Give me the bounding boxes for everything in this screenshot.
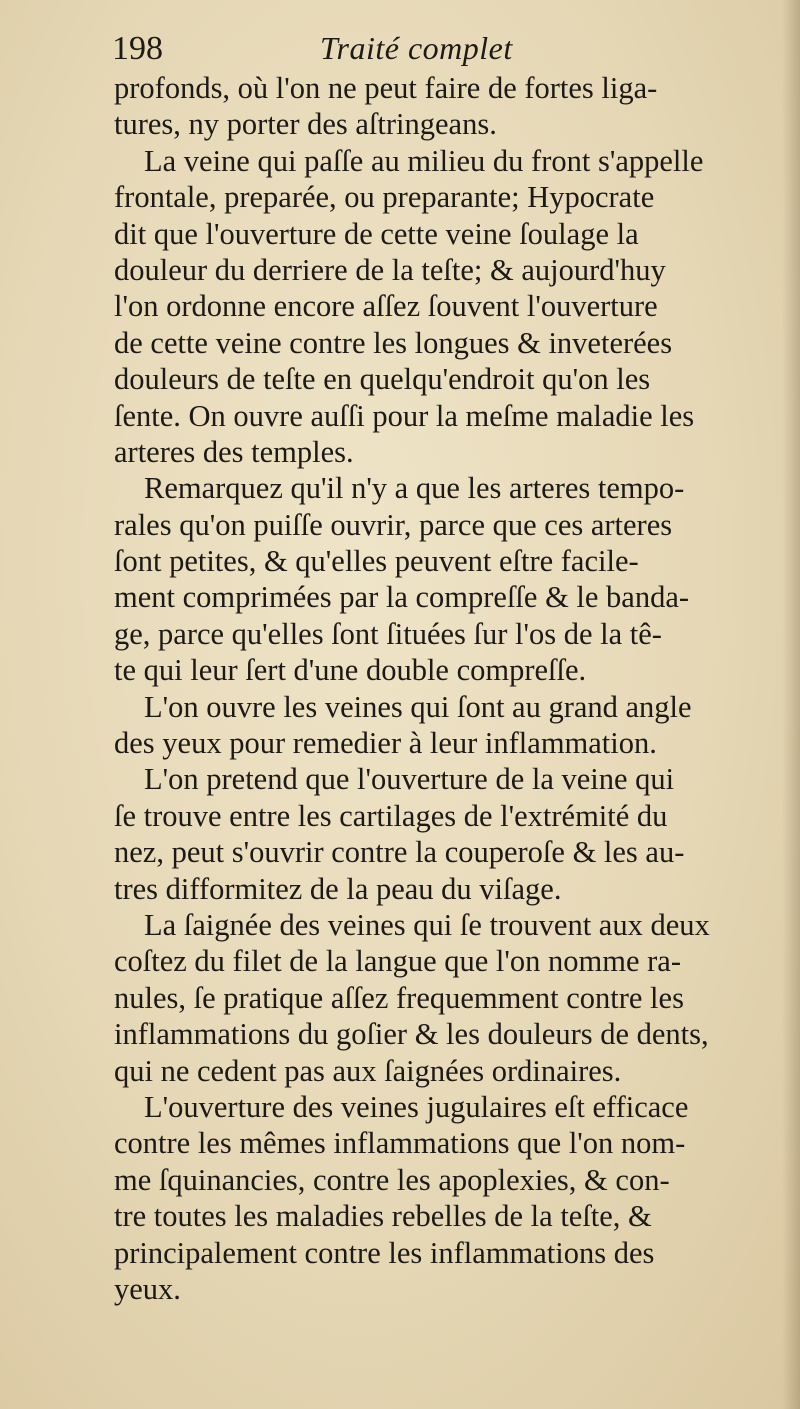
body-text xyxy=(114,70,794,1307)
text-line: dit que l'ouverture de cette veine ſoulage la xyxy=(114,216,639,251)
text-line: tures, ny porter des aſtringeans. xyxy=(114,107,497,142)
text-line: des yeux pour remedier à leur inflammation. xyxy=(114,726,657,761)
text-line: tre toutes les maladies rebelles de la teſte, & xyxy=(114,1199,652,1234)
text-line: Remarquez qu'il n'y a que les arteres tempo- xyxy=(144,471,685,506)
text-line: nules, ſe pratique aſſez frequemment contre les xyxy=(114,980,684,1015)
text-line: de cette veine contre les longues & inveterées xyxy=(114,325,673,360)
text-line: L'ouverture des veines jugulaires eſt efficace xyxy=(144,1089,689,1124)
text-line: nez, peut s'ouvrir contre la couperoſe & les au- xyxy=(114,835,685,870)
text-line: douleurs de teſte en quelqu'endroit qu'on les xyxy=(114,362,651,397)
running-title: Traité complet xyxy=(320,30,513,66)
page-number: 198 xyxy=(112,30,163,67)
text-line: ſente. On ouvre auſſi pour la meſme maladie les xyxy=(114,398,695,433)
text-line: l'on ordonne encore aſſez ſouvent l'ouverture xyxy=(114,289,658,324)
text-line: La ſaignée des veines qui ſe trouvent aux deux xyxy=(144,907,710,942)
text-line: qui ne cedent pas aux ſaignées ordinaires. xyxy=(114,1053,622,1088)
text-line: ſe trouve entre les cartilages de l'extrémité du xyxy=(114,798,668,833)
text-line: principalement contre les inflammations des xyxy=(114,1235,655,1270)
text-line: ge, parce qu'elles ſont ſituées ſur l'os de la tê- xyxy=(114,616,662,651)
text-line: contre les mêmes inflammations que l'on nom- xyxy=(114,1126,686,1161)
text-line: rales qu'on puiſſe ouvrir, parce que ces arteres xyxy=(114,507,673,542)
text-line: te qui leur ſert d'une double compreſſe. xyxy=(114,653,587,688)
text-line: frontale, preparée, ou preparante; Hypocrate xyxy=(114,180,655,215)
text-line: yeux. xyxy=(114,1271,181,1306)
text-line: me ſquinancies, contre les apoplexies, & con- xyxy=(114,1162,670,1197)
text-line: L'on ouvre les veines qui ſont au grand angle xyxy=(144,689,692,724)
text-line: tres difformitez de la peau du viſage. xyxy=(114,871,562,906)
text-line: ment comprimées par la compreſſe & le banda- xyxy=(114,580,690,615)
text-line: profonds, où l'on ne peut faire de fortes liga- xyxy=(114,71,658,105)
text-line: La veine qui paſſe au milieu du front s'appelle xyxy=(144,143,704,178)
text-line: arteres des temples. xyxy=(114,434,354,469)
text-line: L'on pretend que l'ouverture de la veine qui xyxy=(144,762,675,797)
text-line: douleur du derriere de la teſte; & aujourd'huy xyxy=(114,252,666,287)
text-line: ſont petites, & qu'elles peuvent eſtre facile- xyxy=(114,544,639,579)
text-line: inflammations du goſier & les douleurs de dents, xyxy=(114,1017,709,1052)
text-line: coſtez du filet de la langue que l'on nomme ra- xyxy=(114,944,681,979)
